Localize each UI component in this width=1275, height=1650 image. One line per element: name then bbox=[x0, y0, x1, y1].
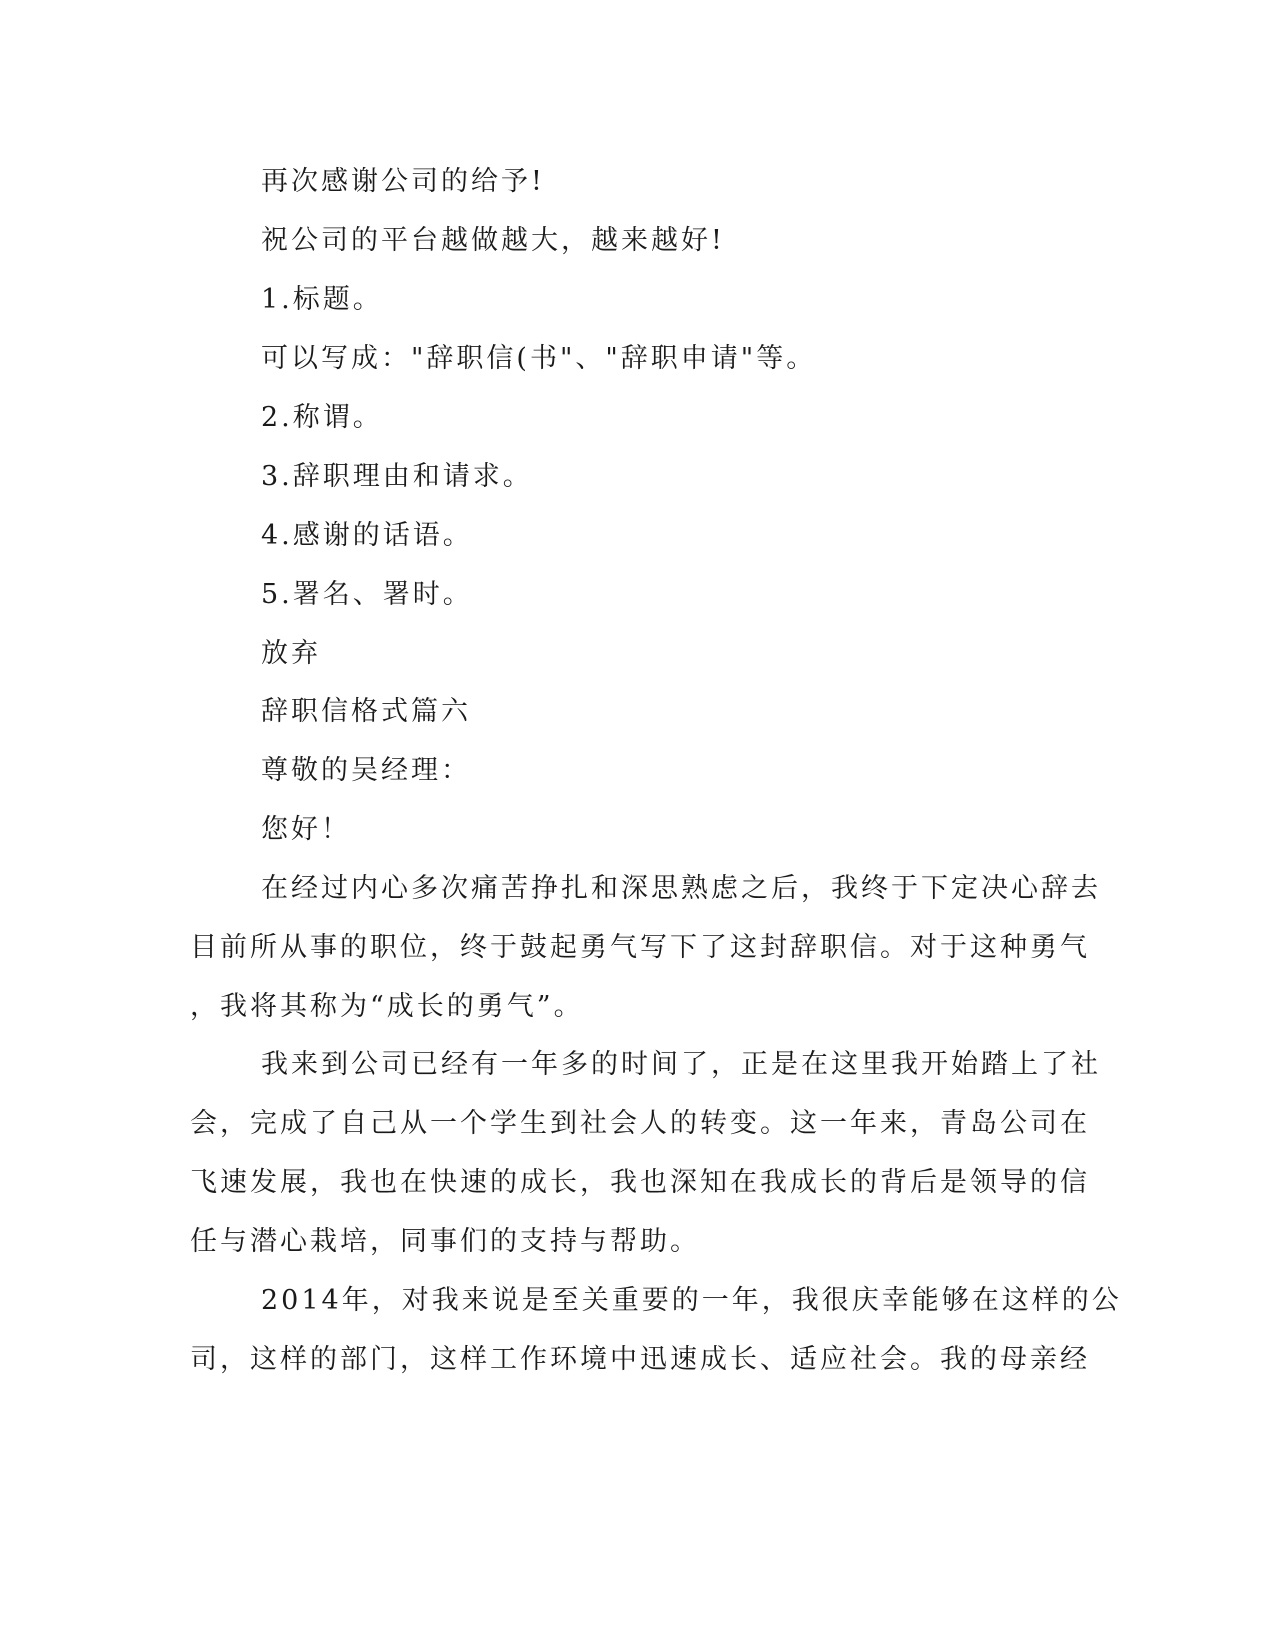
paragraph-line: 我来到公司已经有一年多的时间了，正是在这里我开始踏上了社 bbox=[261, 1049, 1101, 1080]
section-heading: 辞职信格式篇六 bbox=[261, 696, 471, 727]
paragraph-line: ，我将其称为“成长的勇气”。 bbox=[190, 991, 584, 1022]
paragraph-line: 飞速发展，我也在快速的成长，我也深知在我成长的背后是领导的信 bbox=[190, 1167, 1090, 1198]
list-item-salutation: 2.称谓。 bbox=[261, 402, 383, 433]
paragraph-line: 2014年，对我来说是至关重要的一年，我很庆幸能够在这样的公 bbox=[261, 1285, 1122, 1316]
list-item-signature: 5.署名、署时。 bbox=[261, 579, 473, 610]
list-item-reason: 3.辞职理由和请求。 bbox=[261, 461, 533, 492]
paragraph-line: 目前所从事的职位，终于鼓起勇气写下了这封辞职信。对于这种勇气 bbox=[190, 932, 1090, 963]
paragraph-line: 在经过内心多次痛苦挣扎和深思熟虑之后，我终于下定决心辞去 bbox=[261, 873, 1101, 904]
paragraph-line: 会，完成了自己从一个学生到社会人的转变。这一年来，青岛公司在 bbox=[190, 1108, 1090, 1139]
letter-greeting: 您好！ bbox=[261, 814, 351, 845]
letter-salutation: 尊敬的吴经理： bbox=[261, 755, 471, 786]
text-line: 放弃 bbox=[261, 638, 321, 669]
text-line: 可以写成："辞职信(书"、"辞职申请"等。 bbox=[261, 343, 817, 374]
text-line: 再次感谢公司的给予! bbox=[261, 166, 545, 197]
paragraph-line: 司，这样的部门，这样工作环境中迅速成长、适应社会。我的母亲经 bbox=[190, 1344, 1090, 1375]
text-line: 祝公司的平台越做越大，越来越好! bbox=[261, 225, 725, 256]
list-item-thanks: 4.感谢的话语。 bbox=[261, 520, 473, 551]
list-item-title: 1.标题。 bbox=[261, 284, 383, 315]
paragraph-line: 任与潜心栽培，同事们的支持与帮助。 bbox=[190, 1226, 700, 1257]
